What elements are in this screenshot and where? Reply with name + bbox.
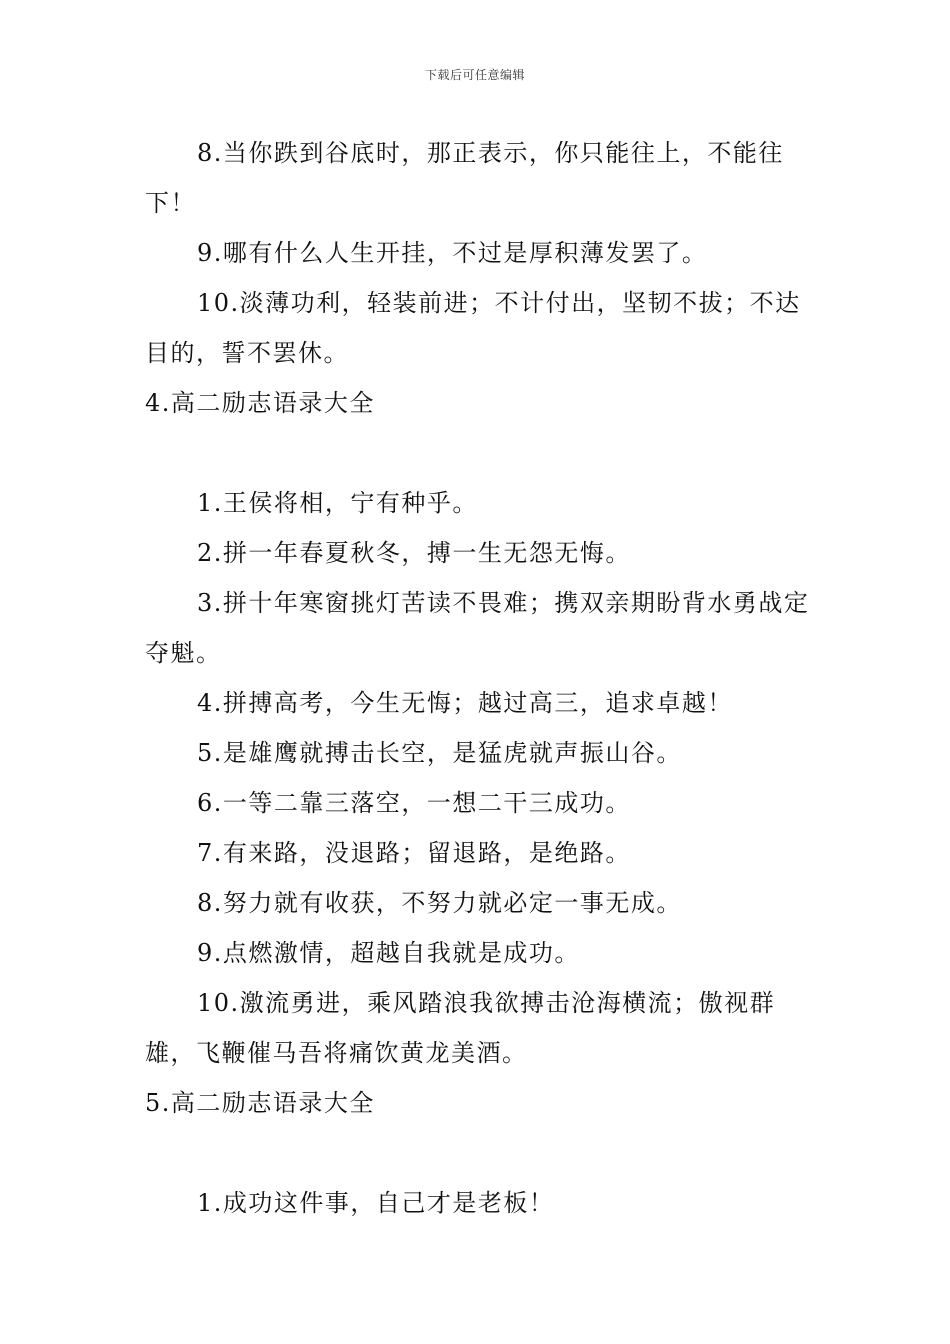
quote-paragraph: 4.拼搏高考，今生无悔；越过高三，追求卓越！ — [197, 689, 733, 717]
quote-paragraph: 5.是雄鹰就搏击长空，是猛虎就声振山谷。 — [197, 739, 682, 767]
document-body — [145, 128, 817, 1228]
quote-paragraph: 9.点燃激情，超越自我就是成功。 — [197, 939, 580, 967]
page-header: 下载后可任意编辑 — [424, 68, 525, 82]
quote-paragraph: 7.有来路，没退路；留退路，是绝路。 — [197, 839, 631, 867]
blank-line — [145, 428, 817, 478]
quote-paragraph: 8.当你跌到谷底时，那正表示，你只能往上，不能往下！ — [145, 139, 784, 217]
quote-paragraph: 1.成功这件事，自己才是老板！ — [197, 1189, 555, 1217]
quote-paragraph: 9.哪有什么人生开挂，不过是厚积薄发罢了。 — [197, 239, 708, 267]
quote-paragraph: 6.一等二靠三落空，一想二干三成功。 — [197, 789, 631, 817]
section-heading-5: 5.高二励志语录大全 — [145, 1089, 375, 1117]
quote-paragraph: 8.努力就有收获，不努力就必定一事无成。 — [197, 889, 682, 917]
quote-paragraph: 10.淡薄功利，轻装前进；不计付出，坚韧不拔；不达目的，誓不罢休。 — [145, 289, 801, 367]
blank-line — [145, 1128, 817, 1178]
section-heading-4: 4.高二励志语录大全 — [145, 389, 375, 417]
quote-paragraph: 3.拼十年寒窗挑灯苦读不畏难；携双亲期盼背水勇战定夺魁。 — [145, 589, 810, 667]
quote-paragraph: 10.激流勇进，乘风踏浪我欲搏击沧海横流；傲视群雄，飞鞭催马吾将痛饮黄龙美酒。 — [145, 989, 776, 1067]
quote-paragraph: 1.王侯将相，宁有种乎。 — [197, 489, 478, 517]
quote-paragraph: 2.拼一年春夏秋冬，搏一生无怨无悔。 — [197, 539, 631, 567]
